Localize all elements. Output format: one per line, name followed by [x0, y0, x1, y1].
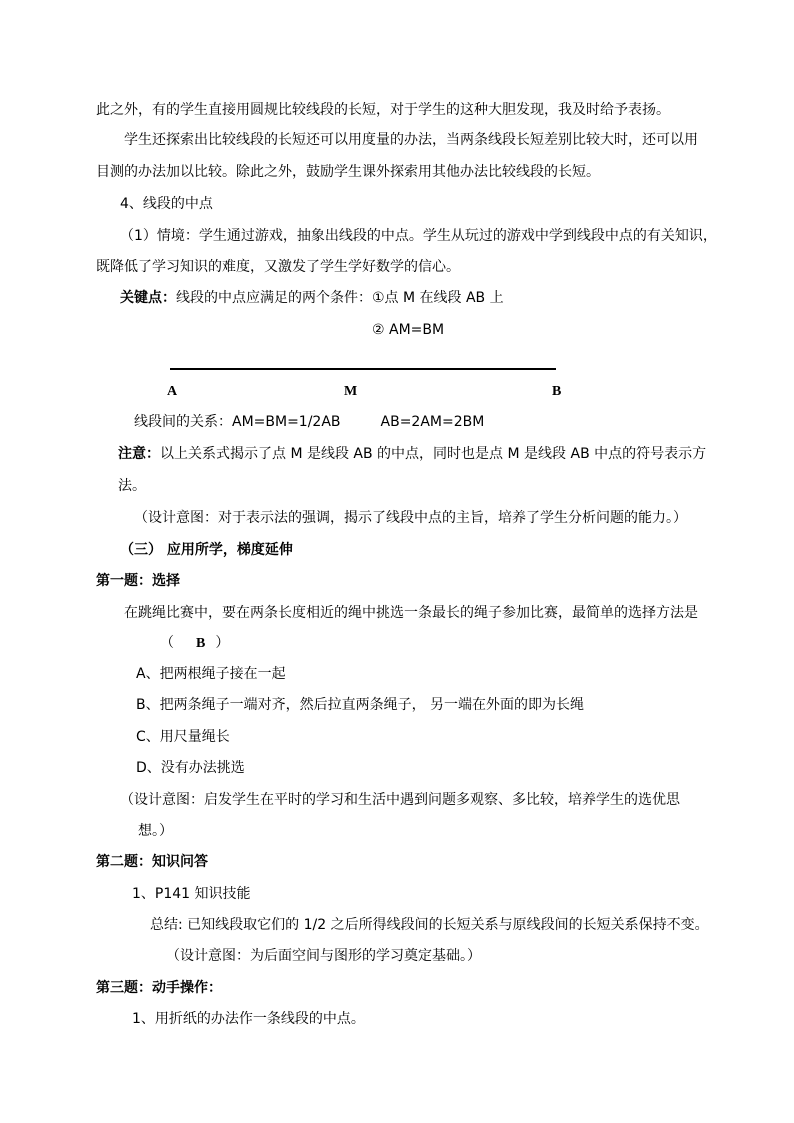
paragraph-line: 学生还探索出比较线段的长短还可以用度量的办法，当两条线段长短差别比较大时，还可以用 — [124, 132, 698, 148]
bracket-open: （ — [160, 635, 174, 651]
relation-1: AM=BM=1/2AB — [232, 414, 341, 430]
question-text: 在跳绳比赛中，要在两条长度相近的绳中挑选一条最长的绳子参加比赛，最简单的选择方法是 — [124, 605, 698, 621]
note-label: 注意： — [118, 446, 160, 462]
answer-value: B — [196, 636, 206, 651]
question-heading: 第三题：动手操作： — [96, 980, 222, 996]
answer-bracket — [160, 634, 229, 653]
paragraph-line: 法。 — [118, 478, 146, 494]
paragraph-line: 目测的办法加以比较。除此之外，鼓励学生课外探索用其他办法比较线段的长短。 — [96, 164, 600, 180]
note-line — [118, 445, 706, 463]
option-b: B、把两条绳子一端对齐，然后拉直两条绳子， 另一端在外面的即为长绳 — [136, 697, 585, 713]
relation-line — [134, 413, 484, 431]
paragraph-line: （1）情境：学生通过游戏，抽象出线段的中点。学生从玩过的游戏中学到线段中点的有关知识， — [120, 228, 717, 244]
point-a-label: A — [167, 384, 178, 399]
design-intent: （设计意图：对于表示法的强调，揭示了线段中点的主旨，培养了学生分析问题的能力。） — [134, 510, 687, 526]
condition-line: ② AM=BM — [372, 322, 445, 338]
question-heading: 第二题：知识问答 — [96, 854, 208, 870]
bracket-close: ） — [215, 635, 230, 651]
key-point-text: 线段的中点应满足的两个条件：①点 M 在线段 AB 上 — [176, 290, 504, 306]
option-c: C、用尺量绳长 — [136, 729, 230, 745]
section-heading: （三） 应用所学，梯度延伸 — [120, 542, 293, 558]
section-heading: 4、线段的中点 — [120, 196, 213, 212]
relation-2: AB=2AM=2BM — [380, 414, 485, 430]
sub-item: 1、P141 知识技能 — [132, 886, 251, 902]
design-intent-cont: 想。） — [138, 823, 173, 839]
paragraph-line: 此之外，有的学生直接用圆规比较线段的长短，对于学生的这种大胆发现，我及时给予表扬。 — [96, 102, 670, 118]
option-d: D、没有办法挑选 — [136, 760, 245, 776]
design-intent: （设计意图：为后面空间与图形的学习奠定基础。） — [166, 948, 481, 964]
paragraph-line: 既降低了学习知识的难度，又激发了学生学好数学的信心。 — [96, 259, 460, 275]
line-segment-ab — [170, 368, 556, 370]
relation-prefix: 线段间的关系： — [134, 414, 232, 430]
point-m-label: M — [344, 384, 358, 399]
point-b-label: B — [552, 384, 562, 399]
design-intent: （设计意图：启发学生在平时的学习和生活中遇到问题多观察、多比较，培养学生的选优思 — [120, 792, 680, 808]
key-point-line — [120, 289, 504, 307]
question-heading: 第一题：选择 — [96, 573, 180, 589]
key-point-label: 关键点： — [120, 290, 176, 306]
summary-line: 总结: 已知线段取它们的 1/2 之后所得线段间的长短关系与原线段间的长短关系保持不变。 — [150, 917, 709, 933]
note-text: 以上关系式揭示了点 M 是线段 AB 的中点，同时也是点 M 是线段 AB 中点的符号表示方 — [160, 446, 707, 462]
sub-item: 1、用折纸的办法作一条线段的中点。 — [132, 1011, 365, 1027]
option-a: A、把两根绳子接在一起 — [136, 666, 286, 682]
